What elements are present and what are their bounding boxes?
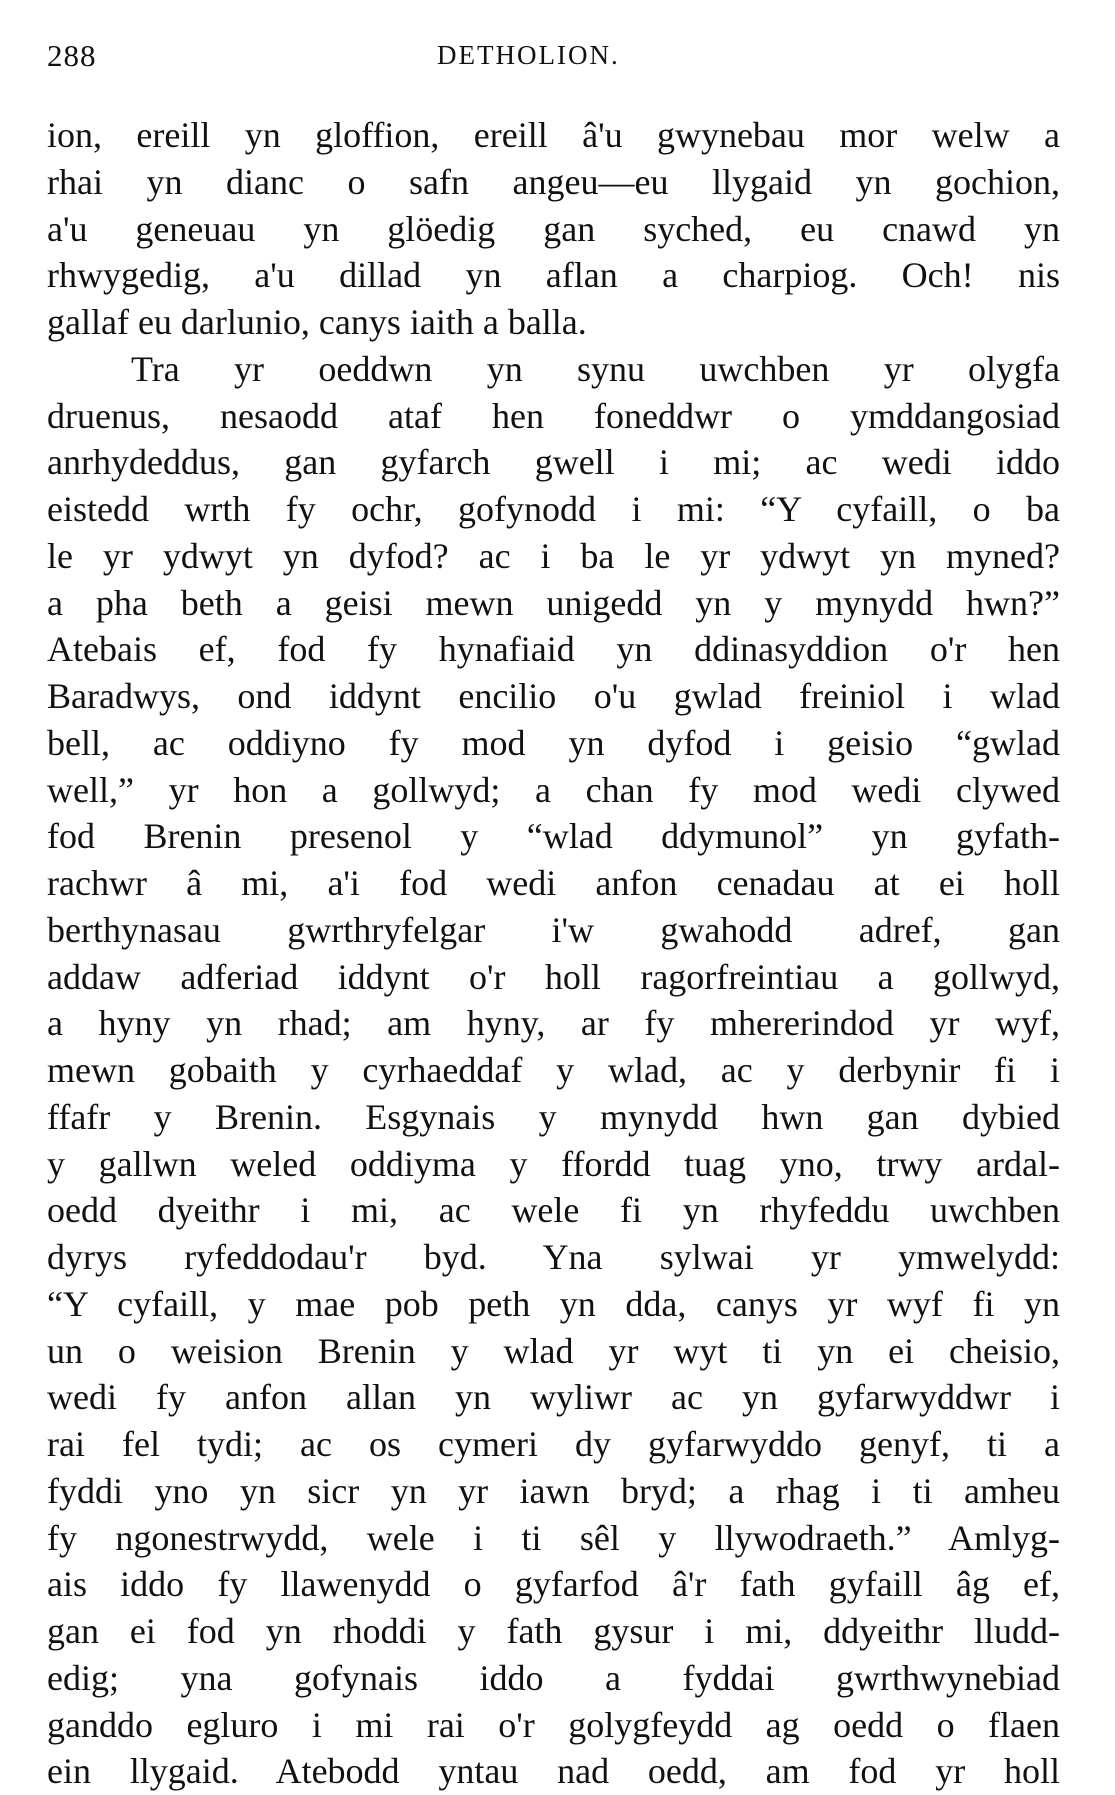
text-line: druenus, nesaodd ataf hen foneddwr o ymddangosiad [47, 395, 1060, 436]
text-line: a hyny yn rhad; am hyny, ar fy mhererindod yr wyf, [47, 1003, 1060, 1044]
text-line: fyddi yno yn sicr yn yr iawn bryd; a rhag i ti amheu [47, 1470, 1060, 1511]
text-line: rai fel tydi; ac os cymeri dy gyfarwyddo genyf, ti a [47, 1424, 1060, 1464]
page-number: 288 [47, 38, 97, 73]
text-line: fy ngonestrwydd, wele i ti sêl y llywodraeth.” Amlyg- [47, 1517, 1060, 1558]
text-line: Tra yr oeddwn yn synu uwchben yr olygfa [131, 348, 1060, 389]
text-line: a pha beth a geisi mewn unigedd yn y mynydd hwn?” [47, 582, 1060, 623]
text-line: bell, ac oddiyno fy mod yn dyfod i geisio “gwlad [47, 722, 1060, 763]
text-line: y gallwn weled oddiyma y ffordd tuag yno, trwy ardal- [47, 1143, 1060, 1184]
text-line: edig; yna gofynais iddo a fyddai gwrthwynebiad [47, 1657, 1060, 1698]
text-line: rachwr â mi, a'i fod wedi anfon cenadau at ei holl [47, 863, 1060, 903]
text-line: gallaf eu darlunio, canys iaith a balla. [47, 302, 587, 342]
text-line: Atebais ef, fod fy hynafiaid yn ddinasyddion o'r hen [47, 629, 1060, 670]
text-line: mewn gobaith y cyrhaeddaf y wlad, ac y derbynir fi i [47, 1050, 1060, 1090]
body-text [47, 112, 1060, 1795]
running-title: DETHOLION. [437, 40, 620, 70]
text-line: gan ei fod yn rhoddi y fath gysur i mi, ddyeithr lludd- [47, 1611, 1060, 1651]
text-line: ffafr y Brenin. Esgynais y mynydd hwn gan dybied [47, 1096, 1060, 1137]
text-line: fod Brenin presenol y “wlad ddymunol” yn gyfath- [47, 816, 1060, 857]
text-line: un o weision Brenin y wlad yr wyt ti yn ei cheisio, [47, 1330, 1060, 1371]
text-line: wedi fy anfon allan yn wyliwr ac yn gyfarwyddwr i [47, 1377, 1060, 1418]
text-line: ganddo egluro i mi rai o'r golygfeydd ag oedd o flaen [47, 1704, 1060, 1745]
text-line: “Y cyfaill, y mae pob peth yn dda, canys yr wyf fi yn [47, 1283, 1060, 1324]
page-header [47, 38, 1055, 78]
text-line: ion, ereill yn gloffion, ereill â'u gwynebau mor welw a [47, 115, 1060, 155]
text-line: ein llygaid. Atebodd yntau nad oedd, am fod yr holl [47, 1751, 1060, 1792]
text-line: eistedd wrth fy ochr, gofynodd i mi: “Y cyfaill, o ba [47, 489, 1060, 529]
text-line: oedd dyeithr i mi, ac wele fi yn rhyfeddu uwchben [47, 1190, 1060, 1231]
text-line: Baradwys, ond iddynt encilio o'u gwlad freiniol i wlad [47, 676, 1060, 716]
text-line: well,” yr hon a gollwyd; a chan fy mod wedi clywed [47, 769, 1060, 810]
text-line: le yr ydwyt yn dyfod? ac i ba le yr ydwyt yn myned? [47, 535, 1060, 576]
text-line: berthynasau gwrthryfelgar i'w gwahodd adref, gan [47, 909, 1060, 950]
text-line: dyrys ryfeddodau'r byd. Yna sylwai yr ymwelydd: [47, 1237, 1060, 1277]
text-line: addaw adferiad iddynt o'r holl ragorfreintiau a gollwyd, [47, 956, 1060, 997]
text-line: rhai yn dianc o safn angeu—eu llygaid yn gochion, [47, 161, 1060, 202]
text-line: a'u geneuau yn glöedig gan syched, eu cnawd yn [47, 208, 1060, 249]
text-line: anrhydeddus, gan gyfarch gwell i mi; ac wedi iddo [47, 442, 1060, 483]
text-line: rhwygedig, a'u dillad yn aflan a charpiog. Och! nis [47, 255, 1060, 296]
text-line: ais iddo fy llawenydd o gyfarfod â'r fath gyfaill âg ef, [47, 1564, 1060, 1605]
